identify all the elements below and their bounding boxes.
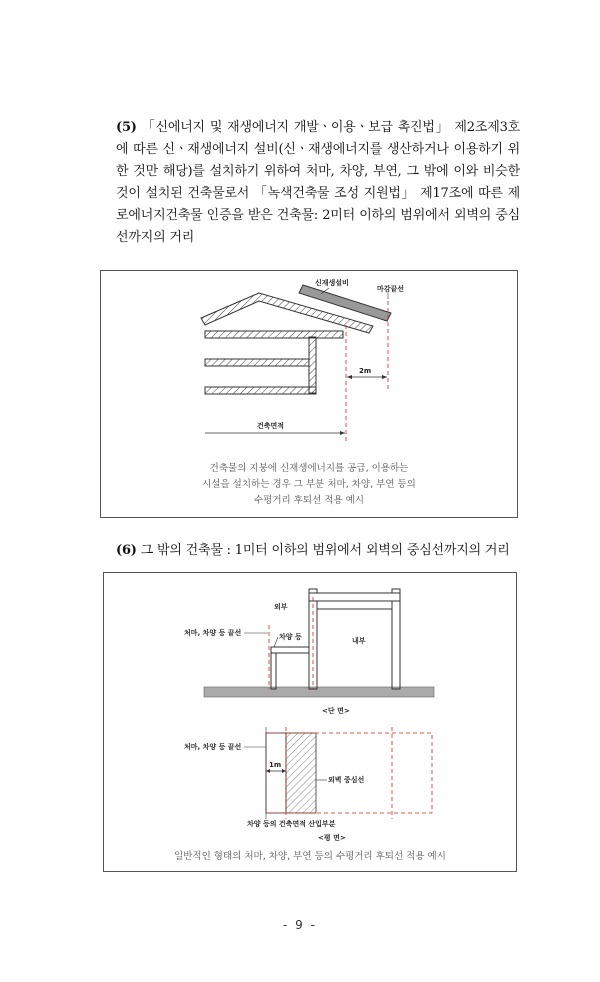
included-area xyxy=(286,733,316,813)
figure-1-caption xyxy=(101,461,517,509)
label-wall-center: 외벽 중심선 xyxy=(328,776,365,784)
figure-2-caption: 일반적인 형태의 처마, 차양, 부연 등의 수평거리 후퇴선 적용 예시 xyxy=(174,851,446,862)
label-section: <단 면> xyxy=(322,707,350,715)
label-included: 차양 등의 건축면적 산입부분 xyxy=(247,820,336,828)
figure-1-diagram xyxy=(101,271,519,461)
canopy xyxy=(271,647,309,653)
figure-2-general xyxy=(103,572,517,872)
label-plan: <평 면> xyxy=(318,834,346,842)
label-renewable: 신재생설비 xyxy=(315,279,349,287)
figure-2-diagram xyxy=(104,573,518,845)
exterior-wall xyxy=(309,337,316,393)
section-6-number: (6) xyxy=(116,543,137,558)
caption-line-1: 건축물의 지붕에 신재생에너지를 공급, 이용하는 xyxy=(209,463,409,474)
label-eave-end-plan: 처마, 차양 등 끝선 xyxy=(184,743,242,751)
section-5-number: (5) xyxy=(116,120,137,135)
page-number: - 9 - xyxy=(283,918,317,932)
caption-line-2: 시설을 설치하는 경우 그 부분 처마, 차양, 부연 등의 xyxy=(202,479,416,490)
roof xyxy=(309,593,400,601)
label-2m: 2m xyxy=(359,367,372,375)
section-5-text: 「신에너지 및 재생에너지 개발ㆍ이용ㆍ보급 촉진법」 제2조제3호에 따른 신ㆍ재생에너지 설비(신ㆍ재생에너지를 생산하거나 이용하기 위한 것만 해당)를 설치하기 위하여 처마, 차양, 부연, 그 밖에 이와 비슷한 것이 설치된 건축물로서 「녹색건축물 조성 지원법」 제17조에 따른 제로에너지건축물 인증을 받은 건축물: 2미터 이하의 범위에서 외벽의 중심선까지의 거리 xyxy=(116,120,520,245)
label-1m: 1m xyxy=(269,761,282,769)
label-building-area: 건축면적 xyxy=(257,422,285,430)
caption-line-3: 수평거리 후퇴선 적용 예시 xyxy=(253,495,364,506)
section-6-paragraph xyxy=(116,540,520,562)
right-wall xyxy=(392,601,400,689)
label-finish-line: 마감끝선 xyxy=(377,285,405,293)
figure-1-roof-renewable xyxy=(100,270,518,518)
floor-slab xyxy=(205,331,343,338)
label-eave-end: 처마, 차양 등 끝선 xyxy=(184,629,242,637)
label-outside: 외부 xyxy=(274,603,288,611)
label-inside: 내부 xyxy=(352,637,366,645)
section-6-text: 그 밖의 건축물 : 1미터 이하의 범위에서 외벽의 중심선까지의 거리 xyxy=(140,543,510,558)
section-5-paragraph xyxy=(116,117,520,249)
label-canopy: 차양 등 xyxy=(279,633,302,641)
